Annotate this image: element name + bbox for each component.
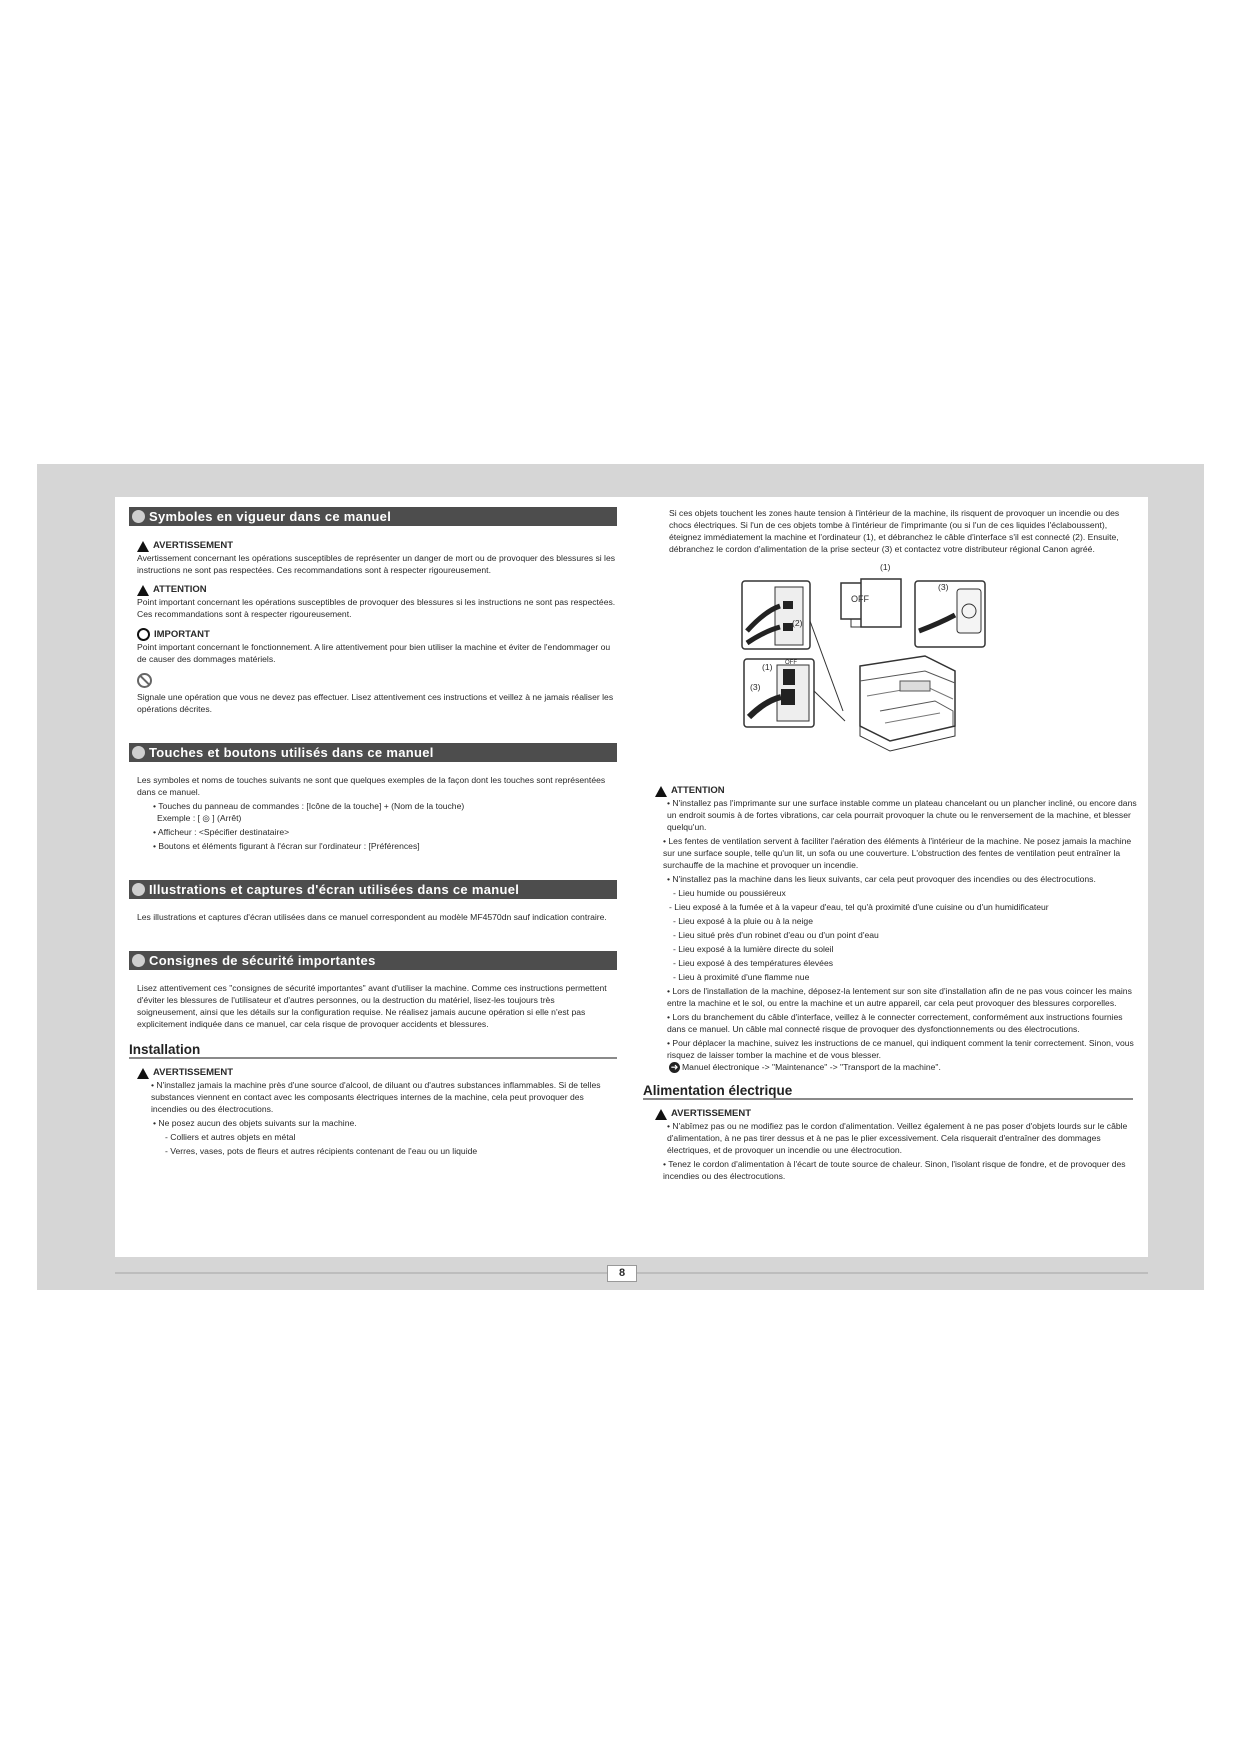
- page-number: 8: [607, 1265, 637, 1282]
- keys-bullet-panel: • Touches du panneau de commandes : [Icône de la touche] + (Nom de la touche): [153, 801, 465, 811]
- manual-reference-row: [669, 1061, 1138, 1073]
- warning-label-text: AVERTISSEMENT: [153, 1067, 234, 1078]
- callout-1: (1): [880, 562, 891, 572]
- power-bullet-cord: • N'abîmez pas ou ne modifiez pas le cordon d'alimentation. Veillez également à ne pas poser d'objets lourds sur le câble d'alimentation, à ne pas tirer dessus et à ne pas le plier excessivement. Cela risquerait d'entraîner des dommages électriques, et de provoquer un incendie ou une électrocution.: [667, 1121, 1128, 1156]
- installation-item-metal: - Colliers et autres objets en métal: [165, 1132, 296, 1142]
- prohibited-icon: [137, 673, 152, 688]
- callout-2: (2): [792, 618, 803, 628]
- prohibited-description: Signale une opération que vous ne devez pas effectuer. Lisez attentivement ces instructions et veillez à ne jamais réaliser les opérations décrites.: [137, 692, 614, 714]
- important-label: [137, 628, 617, 641]
- section-title: Illustrations et captures d'écran utilisées dans ce manuel: [149, 882, 520, 897]
- keys-intro: Les symboles et noms de touches suivants ne sont que quelques exemples de la façon dont les touches sont représentées dans ce manuel.: [137, 775, 606, 797]
- switch-off-label: OFF: [785, 660, 797, 666]
- section-bullet-icon: [132, 954, 145, 967]
- important-description: Point important concernant le fonctionnement. A lire attentivement pour bien utiliser la machine et éviter de l'endommager ou de causer des dommages matériels.: [137, 642, 611, 664]
- section-bullet-icon: [132, 883, 145, 896]
- installation-bullet-objects: • Ne posez aucun des objets suivants sur la machine.: [153, 1118, 357, 1128]
- section-title: Touches et boutons utilisés dans ce manuel: [149, 745, 434, 760]
- off-label: OFF: [851, 594, 869, 604]
- attention-bullet-surface: • N'installez pas l'imprimante sur une surface instable comme un plateau chancelant ou un plancher incliné, ou encore dans un endroit soumis à de fortes vibrations, car cela pourrait provoquer la chute ou le renversement de la machine, et blesser quelqu'un.: [667, 798, 1137, 832]
- warning-triangle-icon: [137, 541, 149, 552]
- warning-description: Avertissement concernant les opérations susceptibles de représenter un danger de mort ou de provoquer des blessures si les instructions ne sont pas respectées. Ces recommandations sont à respecter rigoureusement.: [137, 553, 616, 575]
- attention-label-right: [655, 785, 1138, 797]
- location-item: - Lieu à proximité d'une flamme nue: [673, 972, 810, 982]
- keys-bullet-display: • Afficheur : <Spécifier destinataire>: [153, 827, 290, 837]
- unplug-figure: [655, 561, 1138, 781]
- warning-label: [137, 540, 617, 552]
- keys-bullet-computer: • Boutons et éléments figurant à l'écran sur l'ordinateur : [Préférences]: [153, 841, 420, 851]
- section-title: Consignes de sécurité importantes: [149, 953, 376, 968]
- keys-example: Exemple : [ ◎ ] (Arrêt): [157, 813, 242, 823]
- power-supply-heading: Alimentation électrique: [643, 1085, 1133, 1100]
- left-column: [129, 497, 617, 1157]
- power-bullet-heat: • Tenez le cordon d'alimentation à l'écart de toute source de chaleur. Sinon, l'isolant risque de fondre, et de provoquer des incendies ou des électrocutions.: [663, 1159, 1126, 1182]
- attention-description: Point important concernant les opérations susceptibles de provoquer des blessures si les instructions ne sont pas respectées. Ces recommandations sont à respecter rigoureusement.: [137, 597, 616, 619]
- location-item: - Lieu exposé à la fumée et à la vapeur d'eau, tel qu'à proximité d'une cuisine ou d'un humidificateur: [669, 902, 1049, 912]
- prohibited-row: [129, 673, 617, 691]
- attention-label-text: ATTENTION: [153, 584, 207, 595]
- section-title: Symboles en vigueur dans ce manuel: [149, 509, 392, 524]
- attention-label: [137, 584, 617, 596]
- manual-page: [115, 497, 1148, 1257]
- installation-heading: Installation: [129, 1044, 617, 1059]
- reference-arrow-icon: ➜: [670, 1062, 679, 1073]
- caution-triangle-icon: [137, 585, 149, 596]
- location-item: - Lieu humide ou poussiéreux: [673, 888, 786, 898]
- warning-label-text: AVERTISSEMENT: [671, 1108, 752, 1120]
- attention-bullet-placement: • Lors de l'installation de la machine, déposez-la lentement sur son site d'installation afin de ne pas vous coincer les mains entre la machine et le sol, ou entre la machine et un autre appareil, car cela peut provoquer des blessures corporelles.: [667, 986, 1132, 1008]
- safety-text: Lisez attentivement ces "consignes de sécurité importantes" avant d'utiliser la machine. Comme ces instructions permettent d'éviter les blessures de l'utilisateur et d'autres personnes, ou la destruction du matériel, lisez-les toujours très soigneusement, ainsi que les détails sur la configuration requise. Ne réalisez jamais aucune opération si elle n'est pas explicitement indiquée dans ce manuel, car cela risque de provoquer accidents et blessures.: [137, 983, 607, 1029]
- power-warning-label: [655, 1108, 1138, 1120]
- unplug-illustration: [655, 561, 1138, 781]
- warning-triangle-icon: [655, 1109, 667, 1120]
- right-column: [643, 497, 1138, 1182]
- location-item: - Lieu exposé à la pluie ou à la neige: [673, 916, 813, 926]
- installation-item-liquid: - Verres, vases, pots de fleurs et autres récipients contenant de l'eau ou un liquide: [165, 1146, 478, 1156]
- section-bullet-icon: [132, 746, 145, 759]
- attention-label-text: ATTENTION: [671, 785, 725, 796]
- manual-reference-link[interactable]: Manuel électronique -> "Maintenance" -> "Transport de la machine".: [682, 1062, 941, 1072]
- location-item: - Lieu situé près d'un robinet d'eau ou d'un point d'eau: [673, 930, 879, 940]
- important-icon: [137, 628, 150, 641]
- callout-3: (3): [938, 582, 949, 592]
- installation-warning-label: [137, 1067, 617, 1079]
- section-header-safety: [129, 951, 617, 970]
- warning-label-text: AVERTISSEMENT: [153, 540, 234, 551]
- location-item: - Lieu exposé à des températures élevées: [673, 958, 834, 968]
- section-header-illustrations: [129, 880, 617, 899]
- objects-intro-text: Si ces objets touchent les zones haute tension à l'intérieur de la machine, ils risquent de provoquer un incendie ou des chocs électriques. Si l'un de ces objets tombe à l'intérieur de l'imprimante (ou si l'un de ces liquides l'éclaboussent), éteignez immédiatement la machine et l'ordinateur (1), et débranchez le câble d'interface s'il est connecté (2). Ensuite, débranchez le cordon d'alimentation de la prise secteur (3) et contactez votre distributeur régional Canon agréé.: [669, 508, 1120, 554]
- callout-3-plug: (3): [750, 682, 761, 692]
- attention-bullet-ventilation: • Les fentes de ventilation servent à faciliter l'aération des éléments à l'intérieur de la machine. Ne posez jamais la machine sur une surface souple, telle qu'un lit, un sofa ou une couverture. L'obstruction des fentes de ventilation peut entraîner la surchauffe de la machine et provoquer un incendie.: [663, 836, 1132, 870]
- section-header-keys: [129, 743, 617, 762]
- location-item: - Lieu exposé à la lumière directe du soleil: [673, 944, 834, 954]
- attention-bullet-moving: • Pour déplacer la machine, suivez les instructions de ce manuel, qui indiquent comment la tenir correctement. Sinon, vous risquez de laisser tomber la machine et de vous blesser.: [667, 1038, 1134, 1060]
- installation-bullet-flammable: • N'installez jamais la machine près d'une source d'alcool, de diluant ou d'autres substances inflammables. Si de telles substances viennent en contact avec les composants électriques internes de la machine, cela peut provoquer des incendies ou des électrocutions.: [151, 1080, 601, 1114]
- section-bullet-icon: [132, 510, 145, 523]
- callout-1-switch: (1): [762, 662, 773, 672]
- attention-bullet-interface: • Lors du branchement du câble d'interface, veillez à le connecter correctement, conformément aux instructions fournies dans ce manuel. Un câble mal connecté risque de provoquer des dysfonctionnements ou des électrocutions.: [667, 1012, 1123, 1034]
- illustrations-text: Les illustrations et captures d'écran utilisées dans ce manuel correspondent au modèle MF4570dn sauf indication contraire.: [137, 912, 607, 922]
- important-label-text: IMPORTANT: [154, 628, 210, 640]
- warning-triangle-icon: [137, 1068, 149, 1079]
- caution-triangle-icon: [655, 786, 667, 797]
- attention-bullet-locations: • N'installez pas la machine dans les lieux suivants, car cela peut provoquer des incendies ou des électrocutions.: [667, 874, 1096, 884]
- section-header-symbols: [129, 507, 617, 526]
